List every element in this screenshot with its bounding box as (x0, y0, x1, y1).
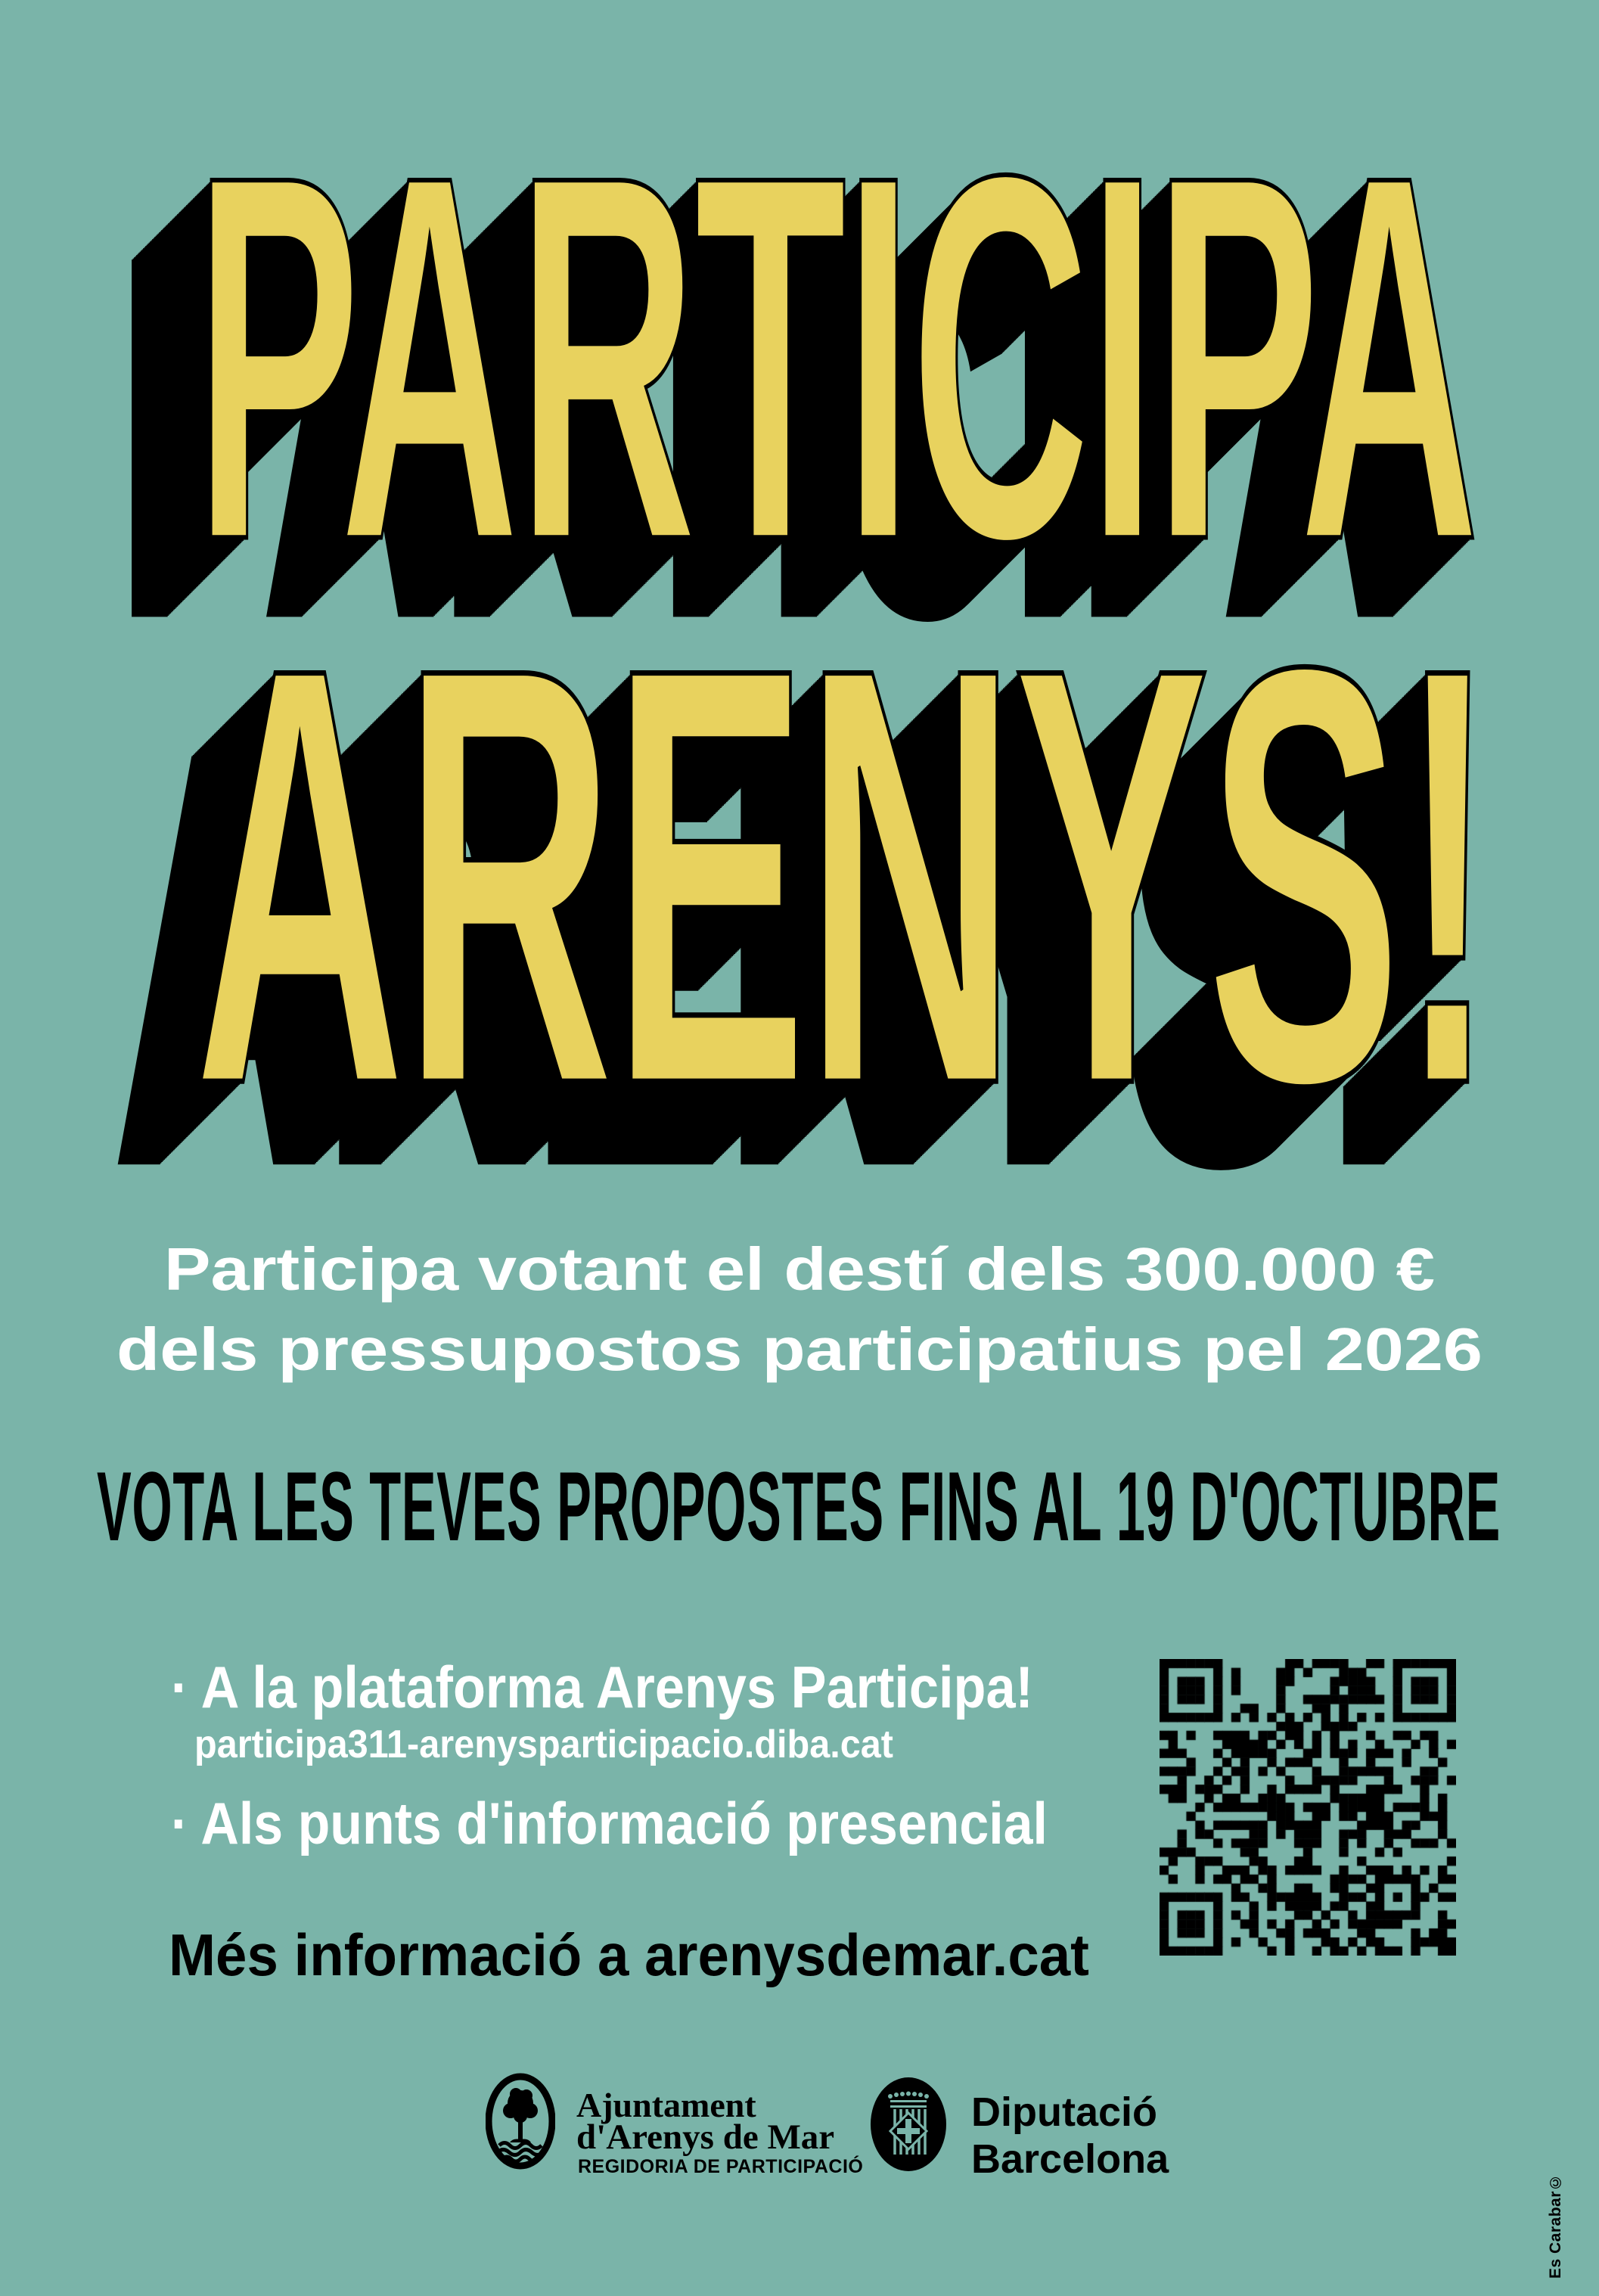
more-info-line: Més informació a arenysdemar.cat (169, 1922, 1089, 1988)
diputacio-name-line-1: Diputació (971, 2089, 1158, 2135)
ajuntament-name-line-2: d'Arenys de Mar (576, 2117, 835, 2157)
title-line-1: PARTICIPA (194, 67, 1476, 648)
diputacio-barcelona-seal-icon (870, 2076, 947, 2173)
qr-code-icon (1160, 1659, 1456, 1956)
bullet-platform (171, 1654, 1033, 1720)
ajuntament-name-line-1: Ajuntament (576, 2086, 756, 2124)
title-line-2: ARENYS! (194, 543, 1494, 1207)
ajuntament-department: REGIDORIA DE PARTICIPACIÓ (578, 2156, 864, 2177)
bullet-dot: · (171, 1654, 189, 1720)
subtitle-line-2: dels pressupostos participatius pel 2026 (116, 1316, 1483, 1383)
studio-credit: Es Carabar© (1547, 2173, 1564, 2279)
bullet-platform-label: A la plataforma Arenys Participa! (200, 1654, 1033, 1720)
diputacio-name-line-2: Barcelona (971, 2136, 1169, 2182)
bullet-dot: · (171, 1790, 189, 1856)
headline-banner: VOTA LES TEVES PROPOSTES FINS AL 19 D'OCTUBRE (97, 1451, 1501, 1561)
bullet-info-points-label: Als punts d'informació presencial (200, 1790, 1048, 1856)
subtitle-line-1: Participa votant el destí dels 300.000 € (163, 1235, 1436, 1303)
bullet-info-points (171, 1790, 1048, 1856)
platform-url: participa311-arenysparticipacio.diba.cat (194, 1723, 893, 1766)
arenys-de-mar-seal-icon (486, 2073, 555, 2170)
